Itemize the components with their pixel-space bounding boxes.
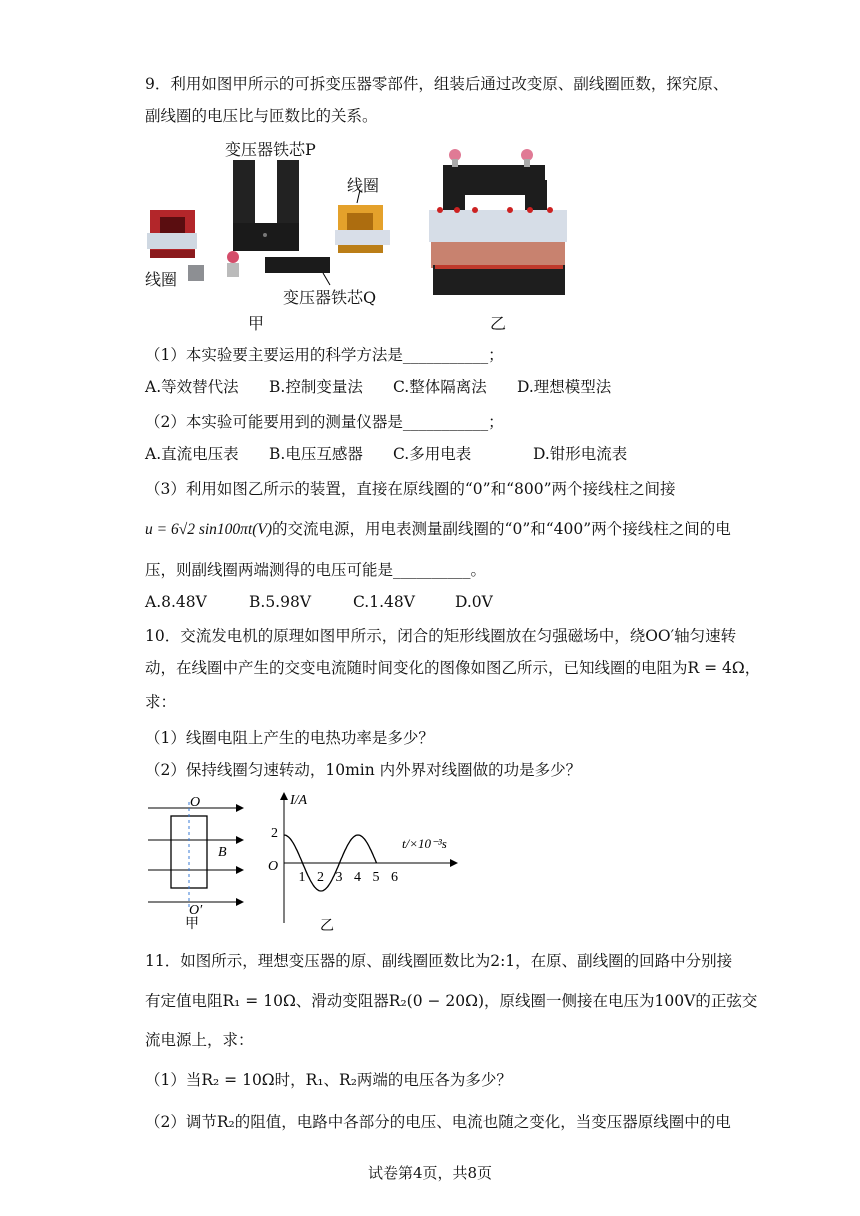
red-coil-image (147, 210, 197, 258)
q11-line1: 11．如图所示，理想变压器的原、副线圈匝数比为2:1，在原、副线圈的回路中分别接 (145, 952, 733, 970)
x-tick-label: 1 (298, 870, 306, 885)
yellow-coil-image (335, 205, 390, 253)
q9-intro-line2: 副线圈的电压比与匝数比的关系。 (145, 107, 378, 125)
x-axis-label: t/×10⁻³s (402, 836, 447, 851)
x-tick-label: 4 (354, 870, 361, 885)
option-a: A.直流电压表 (145, 445, 239, 463)
axis-bottom-label: O′ (189, 903, 203, 918)
q11-sub1: （1）当R₂ = 10Ω时，R₁、R₂两端的电压各为多少？ (145, 1071, 512, 1089)
option-d: D.钳形电流表 (533, 445, 628, 463)
q9-part3-options (145, 592, 493, 612)
q11-line2: 有定值电阻R₁ = 10Ω、滑动变阻器R₂(0 − 20Ω)，原线圈一侧接在电压为100V的正弦交 (145, 992, 758, 1010)
q10-line2: 动，在线圈中产生的交变电流随时间变化的图像如图乙所示，已知线圈的电阻为R = 4Ω， (145, 659, 761, 677)
q9-part3-line1: （3）利用如图乙所示的装置，直接在原线圈的“0”和“800”两个接线柱之间接 (145, 480, 676, 498)
option-d: D.理想模型法 (517, 378, 612, 396)
q9-part1: （1）本实验要主要运用的科学方法是___________； (145, 346, 504, 364)
fig-yi-caption: 乙 (320, 918, 334, 933)
option-c: C.1.48V (353, 593, 415, 611)
page-footer: 试卷第4页，共8页 (367, 1164, 493, 1182)
x-tick-label: 2 (317, 870, 324, 885)
x-tick-label: 6 (391, 870, 398, 885)
q9-formula: u = 6√2 sin100πt(V) (145, 521, 273, 538)
x-tick-label: 3 (335, 870, 343, 885)
q11-sub2: （2）调节R₂的阻值，电路中各部分的电压、电流也随之变化，当变压器原线圈中的电 (145, 1113, 731, 1131)
field-b-label: B (218, 845, 227, 860)
q9-part2: （2）本实验可能要用到的测量仪器是___________； (145, 413, 504, 431)
x-tick-label: 5 (372, 870, 380, 885)
q9-part3-line2-text: 的交流电源，用电表测量副线圈的“0”和“400”两个接线柱之间的电 (272, 520, 731, 538)
q10-fig-jia (143, 790, 263, 930)
current-time-chart (262, 788, 472, 933)
option-a: A.8.48V (145, 593, 207, 611)
origin-label: O (268, 859, 279, 874)
option-b: B.电压互感器 (269, 445, 363, 463)
q9-intro-line1: 9．利用如图甲所示的可拆变压器零部件，组装后通过改变原、副线圈匝数，探究原、 (145, 75, 729, 93)
q10-line1: 10．交流发电机的原理如图甲所示，闭合的矩形线圈放在匀强磁场中，绕OO′轴匀速转 (145, 627, 737, 645)
core-q-image (265, 257, 330, 273)
q11-line3: 流电源上，求： (145, 1031, 254, 1049)
coil-right-label: 线圈 (347, 176, 380, 195)
q9-part3-line3: 压，则副线圈两端测得的电压可能是__________。 (145, 561, 487, 579)
option-b: B.控制变量法 (269, 378, 363, 396)
q9-part1-options (145, 377, 611, 397)
core-p-label: 变压器铁芯P (225, 140, 316, 159)
axis-top-label: O (190, 795, 201, 810)
q10-sub2: （2）保持线圈匀速转动，10min 内外界对线圈做的功是多少？ (145, 761, 582, 779)
q9-part3-line2 (145, 519, 731, 540)
fig-jia-caption: 甲 (185, 916, 199, 930)
q9-part2-options (145, 444, 627, 464)
option-b: B.5.98V (249, 593, 312, 611)
option-c: C.整体隔离法 (393, 378, 487, 396)
core-p-image (233, 160, 299, 251)
option-a: A.等效替代法 (145, 378, 239, 396)
y-axis-label: I/A (290, 793, 308, 808)
y-tick-2: 2 (271, 826, 278, 841)
core-q-label: 变压器铁芯Q (283, 288, 377, 307)
q10-line3: 求： (145, 693, 177, 711)
q9-figure (145, 135, 585, 335)
fig-jia-caption: 甲 (248, 314, 265, 333)
coil-left-label: 线圈 (145, 270, 178, 289)
assembled-transformer-image (429, 149, 567, 295)
option-c: C.多用电表 (393, 445, 472, 463)
option-d: D.0V (455, 593, 493, 611)
fig-yi-caption: 乙 (490, 314, 507, 333)
q10-sub1: （1）线圈电阻上产生的电热功率是多少？ (145, 729, 434, 747)
